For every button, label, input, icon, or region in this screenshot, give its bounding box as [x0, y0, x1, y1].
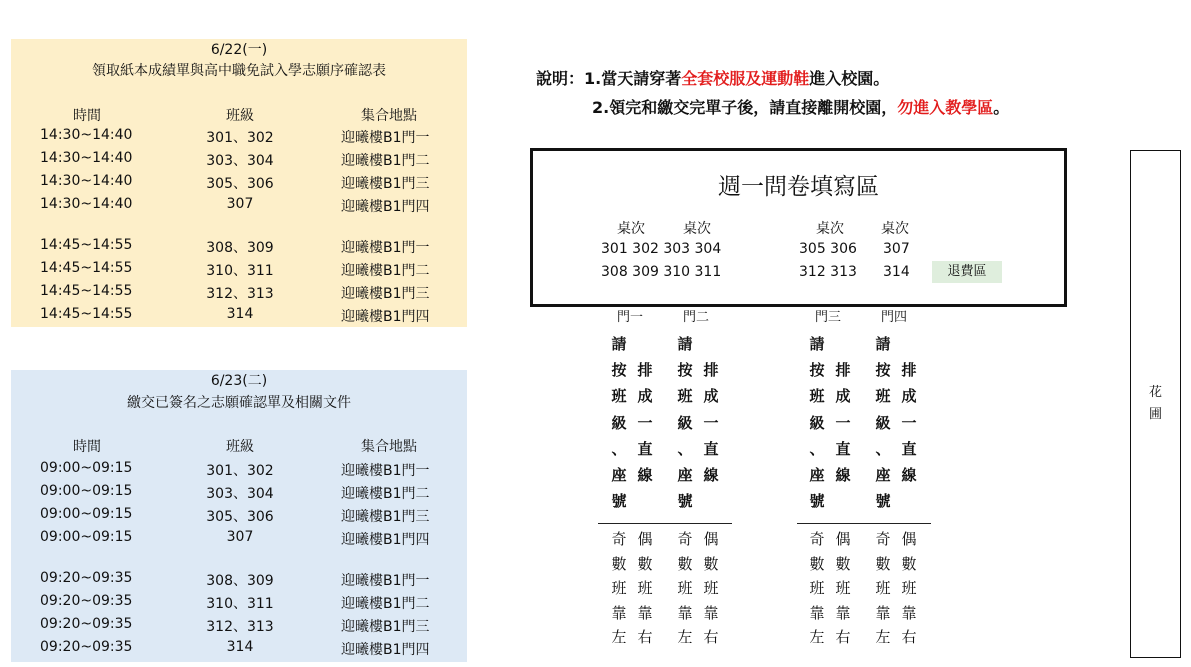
- seat-char: 班: [901, 579, 917, 597]
- seat-text-column: [901, 527, 917, 650]
- queue-char: 請: [809, 335, 825, 353]
- table-row: [11, 506, 467, 526]
- queue-char: 成: [835, 387, 851, 406]
- queue-char: 線: [835, 466, 851, 485]
- queue-char: 班: [677, 387, 693, 406]
- seat-text-column: [703, 527, 719, 650]
- garden-area: [1130, 150, 1181, 658]
- table-row: [11, 483, 467, 503]
- queue-text-column: [703, 331, 719, 514]
- seat-char: 數: [901, 554, 917, 573]
- queue-char: [901, 331, 917, 357]
- table-row: [11, 173, 467, 193]
- queue-char: 一: [835, 413, 851, 432]
- panel-title: 繳交已簽名之志願確認單及相關文件: [127, 395, 351, 411]
- divider-line: [797, 523, 931, 524]
- garden-char: 花: [1148, 385, 1162, 400]
- seat-char: 奇: [875, 530, 891, 548]
- seat-text-column: [835, 527, 851, 650]
- row-class: 314: [226, 639, 254, 655]
- queue-char: 號: [809, 492, 825, 511]
- table-row: [11, 283, 467, 303]
- table-row: [11, 237, 467, 257]
- seat-text-column: [875, 527, 891, 650]
- queue-char: 一: [901, 413, 917, 432]
- note-line-2: 2.領完和繳交完單子後，請直接離開校園，勿進入教學區。: [592, 98, 1010, 117]
- row-location: 迎曦樓B1門三: [341, 176, 430, 192]
- table-row: [11, 150, 467, 170]
- queue-char: [703, 331, 719, 357]
- row-class: 308、309: [206, 573, 274, 589]
- row-class: 312、313: [206, 619, 274, 635]
- row-class: 303、304: [206, 153, 274, 169]
- queue-char: 排: [835, 361, 851, 380]
- seat-char: 班: [637, 579, 653, 597]
- queue-char: 請: [875, 335, 891, 353]
- seat-char: 靠: [703, 603, 719, 622]
- table-row: [11, 196, 467, 216]
- seat-text-column: [637, 527, 653, 650]
- seat-text-column: [677, 527, 693, 650]
- queue-char: 按: [875, 361, 891, 380]
- table-row: [11, 639, 467, 659]
- row-time: 14:30~14:40: [40, 150, 133, 166]
- desk-label: 桌次: [881, 221, 909, 237]
- queue-text-column: [637, 331, 653, 514]
- panel-title: 領取紙本成績單與高中職免試入學志願序確認表: [92, 63, 386, 79]
- divider-line: [598, 523, 732, 524]
- queue-char: [637, 488, 653, 514]
- door-2-label: 門二: [683, 310, 710, 325]
- desk-numbers: 307: [883, 241, 910, 257]
- header-time: 時間: [73, 108, 101, 124]
- row-class: 310、311: [206, 263, 274, 279]
- row-time: 09:00~09:15: [40, 529, 133, 545]
- row-class: 307: [226, 529, 254, 545]
- header-location: 集合地點: [361, 108, 417, 124]
- row-location: 迎曦樓B1門二: [341, 486, 430, 502]
- survey-title: 週一問卷填寫區: [718, 174, 879, 200]
- seat-char: 偶: [901, 530, 917, 548]
- queue-char: 、: [875, 439, 891, 458]
- seat-char: 班: [809, 579, 825, 597]
- row-class: 307: [226, 196, 254, 212]
- queue-text-column: [809, 331, 825, 514]
- seat-char: 靠: [901, 603, 917, 622]
- seat-text-column: [611, 527, 627, 650]
- row-class: 305、306: [206, 509, 274, 525]
- row-location: 迎曦樓B1門三: [341, 509, 430, 525]
- header-time: 時間: [73, 439, 101, 455]
- queue-char: 請: [611, 335, 627, 353]
- desk-label: 桌次: [617, 221, 645, 237]
- row-time: 09:20~09:35: [40, 639, 133, 655]
- queue-char: [835, 331, 851, 357]
- queue-char: 號: [677, 492, 693, 511]
- queue-char: 座: [677, 466, 693, 485]
- seat-char: 左: [611, 628, 627, 646]
- seat-char: 奇: [809, 530, 825, 548]
- row-class: 314: [226, 306, 254, 322]
- row-location: 迎曦樓B1門四: [341, 309, 430, 325]
- seat-char: 數: [637, 554, 653, 573]
- queue-char: 座: [875, 466, 891, 485]
- header-class: 班級: [226, 108, 254, 124]
- queue-text-column: [611, 331, 627, 514]
- queue-text-column: [677, 331, 693, 514]
- row-time: 09:00~09:15: [40, 483, 133, 499]
- seat-char: 班: [835, 579, 851, 597]
- row-time: 09:20~09:35: [40, 570, 133, 586]
- desk-numbers: 314: [883, 264, 910, 280]
- desk-numbers: 308 309 310 311: [601, 264, 722, 280]
- row-class: 301、302: [206, 463, 274, 479]
- row-location: 迎曦樓B1門二: [341, 153, 430, 169]
- queue-char: 班: [875, 387, 891, 406]
- schedule-panel-june22: [11, 39, 467, 327]
- survey-area-box: [530, 148, 1067, 307]
- garden-char: 圃: [1148, 407, 1162, 422]
- seat-char: 奇: [611, 530, 627, 548]
- queue-char: 成: [901, 387, 917, 406]
- seat-char: 數: [703, 554, 719, 573]
- seat-char: 靠: [677, 603, 693, 622]
- seat-char: 班: [875, 579, 891, 597]
- queue-char: 號: [611, 492, 627, 511]
- row-class: 312、313: [206, 286, 274, 302]
- queue-char: 按: [677, 361, 693, 380]
- panel-date: 6/23(二): [210, 373, 268, 389]
- seat-char: 數: [809, 554, 825, 573]
- queue-char: 座: [809, 466, 825, 485]
- seat-char: 數: [611, 554, 627, 573]
- table-header: [11, 105, 467, 125]
- queue-char: 按: [611, 361, 627, 380]
- row-location: 迎曦樓B1門二: [341, 263, 430, 279]
- seat-char: 右: [901, 628, 917, 646]
- desk-label: 桌次: [816, 221, 844, 237]
- row-location: 迎曦樓B1門二: [341, 596, 430, 612]
- table-row: [11, 260, 467, 280]
- queue-char: [637, 331, 653, 357]
- queue-char: 排: [901, 361, 917, 380]
- table-header: [11, 436, 467, 456]
- row-location: 迎曦樓B1門四: [341, 642, 430, 658]
- door-1-label: 門一: [617, 310, 644, 325]
- table-row: [11, 593, 467, 613]
- queue-char: 線: [637, 466, 653, 485]
- seat-char: 左: [809, 628, 825, 646]
- row-location: 迎曦樓B1門一: [341, 463, 430, 479]
- panel-date: 6/22(一): [210, 42, 268, 58]
- row-time: 14:45~14:55: [40, 260, 133, 276]
- row-location: 迎曦樓B1門一: [341, 573, 430, 589]
- row-time: 14:45~14:55: [40, 237, 133, 253]
- queue-text-column: [901, 331, 917, 514]
- seat-char: 右: [637, 628, 653, 646]
- header-location: 集合地點: [361, 439, 417, 455]
- seat-char: 靠: [835, 603, 851, 622]
- table-row: [11, 616, 467, 636]
- seat-char: 數: [835, 554, 851, 573]
- queue-char: 直: [835, 439, 851, 458]
- row-class: 310、311: [206, 596, 274, 612]
- seat-char: 靠: [611, 603, 627, 622]
- desk-numbers: 301 302 303 304: [601, 241, 722, 257]
- queue-char: 班: [611, 387, 627, 406]
- queue-char: 直: [901, 439, 917, 458]
- seat-char: 班: [677, 579, 693, 597]
- desk-numbers: 305 306: [799, 241, 857, 257]
- highlight-uniform: 全套校服及運動鞋: [681, 69, 810, 88]
- queue-char: 、: [677, 439, 693, 458]
- queue-char: 、: [809, 439, 825, 458]
- desk-label: 桌次: [683, 221, 711, 237]
- queue-char: 請: [677, 335, 693, 353]
- queue-text-column: [875, 331, 891, 514]
- row-location: 迎曦樓B1門四: [341, 532, 430, 548]
- row-time: 14:45~14:55: [40, 283, 133, 299]
- seat-char: 班: [611, 579, 627, 597]
- row-class: 308、309: [206, 240, 274, 256]
- seat-char: 偶: [703, 530, 719, 548]
- queue-char: [703, 488, 719, 514]
- table-row: [11, 306, 467, 326]
- header-class: 班級: [226, 439, 254, 455]
- queue-char: 直: [637, 439, 653, 458]
- queue-char: 成: [703, 387, 719, 406]
- row-time: 09:00~09:15: [40, 506, 133, 522]
- highlight-no-entry: 勿進入教學區: [897, 98, 994, 117]
- seat-char: 靠: [875, 603, 891, 622]
- queue-char: 一: [703, 413, 719, 432]
- queue-char: 成: [637, 387, 653, 406]
- queue-char: 級: [809, 413, 825, 432]
- row-time: 14:30~14:40: [40, 173, 133, 189]
- row-location: 迎曦樓B1門一: [341, 240, 430, 256]
- row-class: 303、304: [206, 486, 274, 502]
- queue-char: 線: [901, 466, 917, 485]
- queue-char: 座: [611, 466, 627, 485]
- row-location: 迎曦樓B1門四: [341, 199, 430, 215]
- refund-area-label: 退費區: [932, 261, 1002, 283]
- seat-char: 數: [677, 554, 693, 573]
- row-time: 14:45~14:55: [40, 306, 133, 322]
- row-location: 迎曦樓B1門一: [341, 130, 430, 146]
- seat-char: 靠: [637, 603, 653, 622]
- schedule-panel-june23: [11, 370, 467, 662]
- seat-char: 右: [703, 628, 719, 646]
- queue-char: 、: [611, 439, 627, 458]
- row-time: 09:20~09:35: [40, 593, 133, 609]
- table-row: [11, 570, 467, 590]
- seat-char: 班: [703, 579, 719, 597]
- seat-char: 左: [677, 628, 693, 646]
- queue-char: [835, 488, 851, 514]
- seat-char: 數: [875, 554, 891, 573]
- queue-char: 按: [809, 361, 825, 380]
- queue-char: 號: [875, 492, 891, 511]
- queue-char: 級: [875, 413, 891, 432]
- door-3-label: 門三: [815, 310, 842, 325]
- queue-char: 排: [703, 361, 719, 380]
- table-row: [11, 127, 467, 147]
- row-class: 305、306: [206, 176, 274, 192]
- seat-text-column: [809, 527, 825, 650]
- seat-char: 偶: [835, 530, 851, 548]
- queue-char: 一: [637, 413, 653, 432]
- row-time: 14:30~14:40: [40, 196, 133, 212]
- queue-char: 級: [611, 413, 627, 432]
- queue-char: 級: [677, 413, 693, 432]
- row-time: 09:20~09:35: [40, 616, 133, 632]
- queue-char: 班: [809, 387, 825, 406]
- queue-text-column: [835, 331, 851, 514]
- row-location: 迎曦樓B1門三: [341, 286, 430, 302]
- row-time: 09:00~09:15: [40, 460, 133, 476]
- queue-char: 排: [637, 361, 653, 380]
- table-row: [11, 460, 467, 480]
- row-time: 14:30~14:40: [40, 127, 133, 143]
- desk-numbers: 312 313: [799, 264, 857, 280]
- queue-char: [901, 488, 917, 514]
- seat-char: 奇: [677, 530, 693, 548]
- queue-char: 直: [703, 439, 719, 458]
- seat-char: 偶: [637, 530, 653, 548]
- queue-char: 線: [703, 466, 719, 485]
- door-4-label: 門四: [881, 310, 908, 325]
- seat-char: 左: [875, 628, 891, 646]
- row-location: 迎曦樓B1門三: [341, 619, 430, 635]
- note-line-1: 說明：1.當天請穿著全套校服及運動鞋進入校園。: [536, 69, 890, 88]
- row-class: 301、302: [206, 130, 274, 146]
- table-row: [11, 529, 467, 549]
- seat-char: 靠: [809, 603, 825, 622]
- seat-char: 右: [835, 628, 851, 646]
